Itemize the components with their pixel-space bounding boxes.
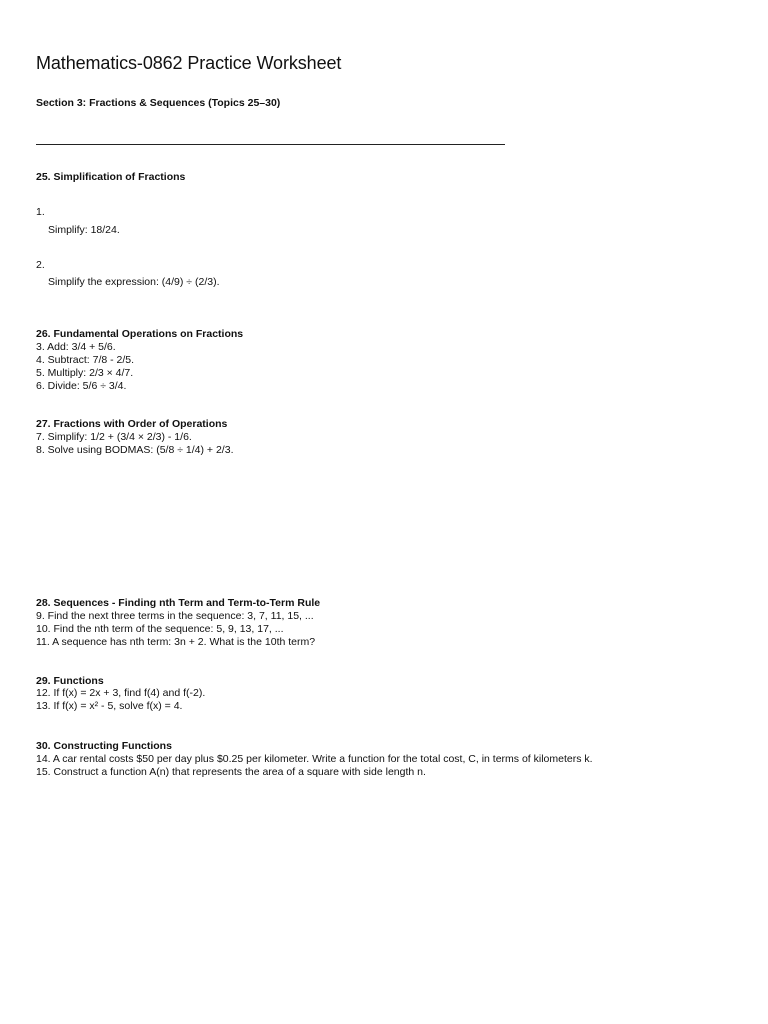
section-heading-27: 27. Fractions with Order of Operations [36, 418, 228, 430]
question-line: 6. Divide: 5/6 ÷ 3/4. [36, 380, 127, 392]
question-text: Simplify the expression: (4/9) ÷ (2/3). [48, 276, 220, 288]
question-line: 11. A sequence has nth term: 3n + 2. What is the 10th term? [36, 636, 316, 648]
question-line: 13. If f(x) = x² - 5, solve f(x) = 4. [36, 700, 183, 712]
section-heading-30: 30. Constructing Functions [36, 740, 172, 752]
page-title: Mathematics-0862 Practice Worksheet [36, 53, 342, 73]
question-line: 12. If f(x) = 2x + 3, find f(4) and f(-2). [36, 687, 206, 699]
question-line: 3. Add: 3/4 + 5/6. [36, 341, 116, 353]
question-line: 4. Subtract: 7/8 - 2/5. [36, 354, 135, 366]
question-line: 15. Construct a function A(n) that represents the area of a square with side length n. [36, 766, 426, 778]
question-line: 7. Simplify: 1/2 + (3/4 × 2/3) - 1/6. [36, 431, 192, 443]
section-heading-25: 25. Simplification of Fractions [36, 171, 186, 183]
section-heading-29: 29. Functions [36, 675, 104, 687]
question-line: 10. Find the nth term of the sequence: 5, 9, 13, 17, ... [36, 623, 284, 635]
question-text: Simplify: 18/24. [48, 224, 120, 236]
question-line: 8. Solve using BODMAS: (5/8 ÷ 1/4) + 2/3. [36, 444, 234, 456]
question-number: 2. [36, 259, 45, 271]
section-heading-26: 26. Fundamental Operations on Fractions [36, 328, 244, 340]
section-subtitle: Section 3: Fractions & Sequences (Topics 25–30) [36, 97, 281, 109]
question-line: 9. Find the next three terms in the sequence: 3, 7, 11, 15, ... [36, 610, 314, 622]
section-heading-28: 28. Sequences - Finding nth Term and Term-to-Term Rule [36, 597, 321, 609]
question-line: 5. Multiply: 2/3 × 4/7. [36, 367, 134, 379]
question-number: 1. [36, 206, 45, 218]
horizontal-divider [36, 144, 505, 145]
question-line: 14. A car rental costs $50 per day plus $0.25 per kilometer. Write a function for the total cost, C, in terms of kilometers k. [36, 753, 593, 765]
